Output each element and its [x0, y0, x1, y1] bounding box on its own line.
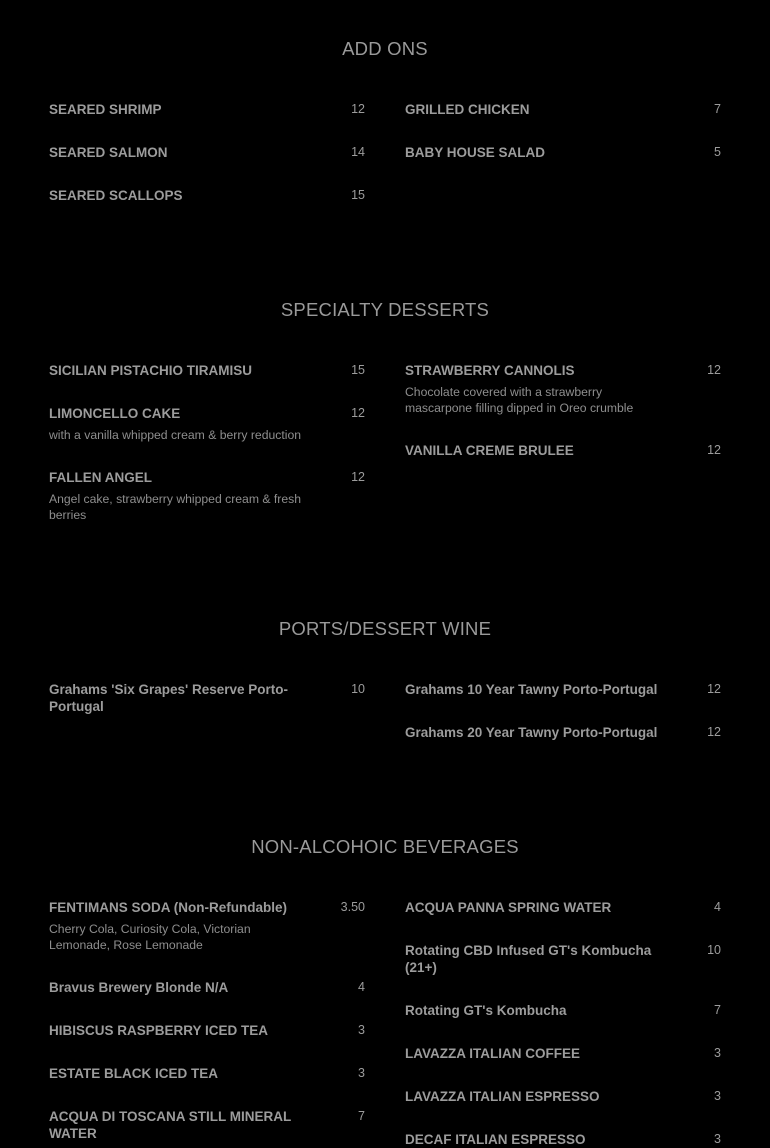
- item-price: 15: [351, 363, 365, 377]
- item-name: SEARED SHRIMP: [49, 102, 162, 117]
- item-price: 3: [358, 1066, 365, 1080]
- item-name: VANILLA CREME BRULEE: [405, 443, 574, 458]
- item-price: 12: [707, 725, 721, 739]
- item-price: 3: [358, 1023, 365, 1037]
- item-price: 10: [707, 943, 721, 957]
- item-price: 14: [351, 145, 365, 159]
- item-price: 3: [714, 1132, 721, 1146]
- item-price: 3: [714, 1089, 721, 1103]
- item-price: 12: [707, 363, 721, 377]
- item-name: ACQUA PANNA SPRING WATER: [405, 900, 612, 915]
- item-price: 4: [358, 980, 365, 994]
- item-name: Bravus Brewery Blonde N/A: [49, 980, 229, 995]
- item-name: SICILIAN PISTACHIO TIRAMISU: [49, 363, 253, 378]
- item-description: with a vanilla whipped cream & berry reduction: [49, 428, 301, 442]
- item-name: Grahams 20 Year Tawny Porto-Portugal: [405, 725, 658, 740]
- item-name: LAVAZZA ITALIAN ESPRESSO: [405, 1089, 600, 1104]
- item-name: BABY HOUSE SALAD: [405, 145, 546, 160]
- item-description: Angel cake, strawberry whipped cream & fresh berries: [49, 492, 301, 522]
- item-name: Grahams 10 Year Tawny Porto-Portugal: [405, 682, 658, 697]
- item-name: Rotating CBD Infused GT's Kombucha (21+): [405, 943, 652, 975]
- item-description: Cherry Cola, Curiosity Cola, Victorian Lemonade, Rose Lemonade: [49, 922, 251, 952]
- item-name: Grahams 'Six Grapes' Reserve Porto-Portugal: [49, 682, 289, 714]
- item-price: 7: [358, 1109, 365, 1123]
- item-price: 12: [351, 470, 365, 484]
- section-title-ports-dessert-wine: PORTS/DESSERT WINE: [278, 618, 492, 639]
- item-name: Rotating GT's Kombucha: [405, 1003, 567, 1018]
- item-name: ACQUA DI TOSCANA STILL MINERAL WATER: [49, 1109, 292, 1141]
- item-price: 7: [714, 1003, 721, 1017]
- item-name: FENTIMANS SODA (Non-Refundable): [49, 900, 287, 915]
- item-price: 10: [351, 682, 365, 696]
- item-price: 7: [714, 102, 721, 116]
- item-price: 3: [714, 1046, 721, 1060]
- item-price: 12: [707, 682, 721, 696]
- item-price: 15: [351, 188, 365, 202]
- section-title-non-alcoholic-beverages: NON-ALCOHOIC BEVERAGES: [251, 836, 519, 857]
- item-name: DECAF ITALIAN ESPRESSO: [405, 1132, 586, 1147]
- section-title-add-ons: ADD ONS: [342, 38, 428, 59]
- item-name: LIMONCELLO CAKE: [49, 406, 181, 421]
- item-name: GRILLED CHICKEN: [405, 102, 530, 117]
- item-name: SEARED SALMON: [49, 145, 168, 160]
- item-price: 12: [707, 443, 721, 457]
- section-title-specialty-desserts: SPECIALTY DESSERTS: [280, 299, 490, 320]
- item-price: 12: [351, 102, 365, 116]
- item-name: FALLEN ANGEL: [49, 470, 152, 485]
- item-name: LAVAZZA ITALIAN COFFEE: [405, 1046, 580, 1061]
- item-name: ESTATE BLACK ICED TEA: [49, 1066, 219, 1081]
- item-description: Chocolate covered with a strawberry mascarpone filling dipped in Oreo crumble: [405, 385, 634, 415]
- item-price: 4: [714, 900, 721, 914]
- item-price: 12: [351, 406, 365, 420]
- item-price: 5: [714, 145, 721, 159]
- item-price: 3.50: [340, 900, 365, 914]
- item-name: STRAWBERRY CANNOLIS: [405, 363, 575, 378]
- item-name: SEARED SCALLOPS: [49, 188, 183, 203]
- item-name: HIBISCUS RASPBERRY ICED TEA: [49, 1023, 269, 1038]
